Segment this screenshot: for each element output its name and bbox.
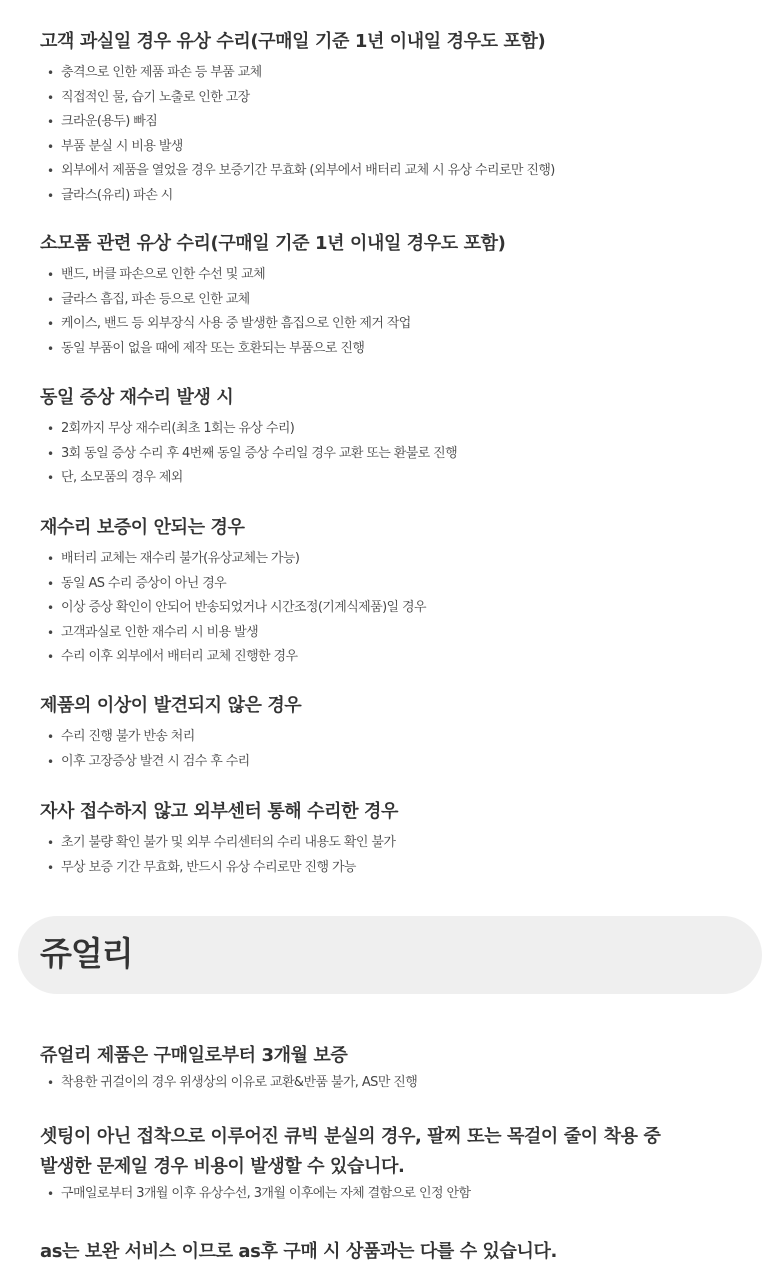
bullet-icon: • [47, 115, 54, 129]
no-defect-found-section [40, 693, 760, 774]
jewelry-banner [18, 916, 762, 994]
bullet-list [40, 831, 760, 880]
bullet-list [40, 1071, 760, 1096]
list-item-text: 수리 진행 불가 반송 처리 [61, 729, 195, 744]
bullet-icon: • [47, 268, 54, 282]
banner-title: 쥬얼리 [40, 934, 133, 973]
list-item-text: 충격으로 인한 제품 파손 등 부품 교체 [61, 65, 262, 80]
bullet-icon: • [47, 446, 54, 461]
list-item [40, 1182, 760, 1207]
list-item [40, 337, 760, 362]
list-item-text: 초기 불량 확인 불가 및 외부 수리센터의 수리 내용도 확인 불가 [61, 835, 396, 850]
bullet-icon: • [47, 66, 54, 80]
bullet-icon: • [47, 754, 54, 769]
list-item [40, 750, 760, 775]
bullet-list [40, 263, 760, 361]
list-item [40, 466, 760, 491]
list-item [40, 417, 760, 442]
list-item [40, 263, 760, 288]
list-item [40, 442, 760, 467]
section-heading: 재수리 보증이 안되는 경우 [40, 517, 245, 538]
list-item [40, 110, 760, 135]
list-item-text: 케이스, 밴드 등 외부장식 사용 중 발생한 흠집으로 인한 제거 작업 [61, 316, 411, 331]
bullet-icon: • [47, 625, 54, 640]
list-item-text: 글라스 흠집, 파손 등으로 인한 교체 [61, 291, 250, 307]
section-heading: 동일 증상 재수리 발생 시 [40, 387, 234, 408]
list-item [40, 61, 760, 86]
list-item [40, 312, 760, 337]
jewelry-warranty-section [40, 1043, 760, 1096]
no-rewarranty-section [40, 515, 760, 670]
list-item [40, 86, 760, 111]
list-item [40, 547, 760, 572]
list-item [40, 645, 760, 670]
bullet-icon: • [47, 341, 54, 356]
list-item [40, 621, 760, 646]
list-item [40, 184, 760, 209]
list-item [40, 725, 760, 750]
list-item-text: 단, 소모품의 경우 제외 [61, 470, 183, 485]
list-item-text: 동일 부품이 없을 때에 제작 또는 호환되는 부품으로 진행 [61, 340, 365, 356]
bullet-list [40, 547, 760, 670]
section-heading: 쥬얼리 제품은 구매일로부터 3개월 보증 [40, 1045, 348, 1066]
list-item-text: 고객과실로 인한 재수리 시 비용 발생 [61, 624, 259, 640]
list-item-text: 부품 분실 시 비용 발생 [61, 138, 183, 154]
list-item-text: 수리 이후 외부에서 배터리 교체 진행한 경우 [61, 649, 298, 664]
bullet-icon: • [47, 650, 54, 664]
bullet-icon: • [47, 552, 54, 566]
section-heading-line1: 셋팅이 아닌 접착으로 이루어진 큐빅 분실의 경우, 팔찌 또는 목걸이 줄이 착용 중 [40, 1126, 661, 1147]
bullet-icon: • [47, 90, 54, 105]
list-item-text: 2회까지 무상 재수리(최초 1회는 유상 수리) [61, 421, 295, 436]
section-heading: 제품의 이상이 발견되지 않은 경우 [40, 695, 302, 716]
bullet-icon: • [47, 292, 54, 307]
section-heading: 소모품 관련 유상 수리(구매일 기준 1년 이내일 경우도 포함) [40, 233, 506, 254]
bullet-list [40, 61, 760, 208]
list-item-text: 크라운(용두) 빠짐 [61, 114, 158, 129]
list-item [40, 159, 760, 184]
bullet-icon: • [47, 422, 54, 436]
list-item-text: 3회 동일 증상 수리 후 4번째 동일 증상 수리일 경우 교환 또는 환불로 진행 [61, 445, 458, 461]
bullet-list [40, 725, 760, 774]
bullet-icon: • [47, 860, 54, 875]
cubic-loss-section [40, 1122, 760, 1207]
bullet-list [40, 1182, 760, 1207]
list-item-text: 착용한 귀걸이의 경우 위생상의 이유로 교환&반품 불가, AS만 진행 [61, 1075, 418, 1090]
bullet-icon: • [47, 139, 54, 154]
list-item-text: 직접적인 물, 습기 노출로 인한 고장 [61, 89, 250, 105]
section-heading-line2: 발생한 문제일 경우 비용이 발생할 수 있습니다. [40, 1156, 405, 1177]
bullet-icon: • [47, 164, 54, 178]
bullet-icon: • [47, 576, 54, 591]
bullet-list [40, 417, 760, 491]
list-item [40, 831, 760, 856]
consumables-section [40, 231, 760, 361]
section-heading: 고객 과실일 경우 유상 수리(구매일 기준 1년 이내일 경우도 포함) [40, 31, 546, 52]
list-item-text: 동일 AS 수리 증상이 아닌 경우 [61, 575, 227, 591]
bullet-icon: • [47, 1187, 54, 1201]
repeat-repair-section [40, 385, 760, 491]
list-item [40, 596, 760, 621]
list-item [40, 135, 760, 160]
list-item [40, 572, 760, 597]
footer-note-section [40, 1237, 760, 1267]
customer-fault-section [40, 29, 760, 208]
footer-note: as는 보완 서비스 이므로 as후 구매 시 상품과는 다를 수 있습니다. [40, 1241, 557, 1262]
list-item [40, 288, 760, 313]
list-item-text: 배터리 교체는 재수리 불가(유상교체는 가능) [61, 551, 300, 566]
bullet-icon: • [47, 317, 54, 331]
list-item-text: 구매일로부터 3개월 이후 유상수선, 3개월 이후에는 자체 결함으로 인정 안함 [61, 1186, 471, 1201]
external-repair-section [40, 799, 760, 880]
list-item-text: 이후 고장증상 발견 시 검수 후 수리 [61, 753, 250, 769]
list-item-text: 외부에서 제품을 열었을 경우 보증기간 무효화 (외부에서 배터리 교체 시 유상 수리로만 진행) [61, 163, 555, 178]
list-item-text: 밴드, 버클 파손으로 인한 수선 및 교체 [61, 267, 266, 282]
list-item-text: 무상 보증 기간 무효화, 반드시 유상 수리로만 진행 가능 [61, 859, 356, 875]
list-item-text: 이상 증상 확인이 안되어 반송되었거나 시간조정(기계식제품)일 경우 [61, 600, 426, 615]
section-heading: 자사 접수하지 않고 외부센터 통해 수리한 경우 [40, 801, 398, 822]
list-item-text: 글라스(유리) 파손 시 [61, 187, 173, 203]
bullet-icon: • [47, 471, 54, 485]
bullet-icon: • [47, 601, 54, 615]
bullet-icon: • [47, 730, 54, 744]
list-item [40, 1071, 760, 1096]
bullet-icon: • [47, 188, 54, 203]
list-item [40, 856, 760, 881]
bullet-icon: • [47, 836, 54, 850]
bullet-icon: • [47, 1076, 54, 1090]
